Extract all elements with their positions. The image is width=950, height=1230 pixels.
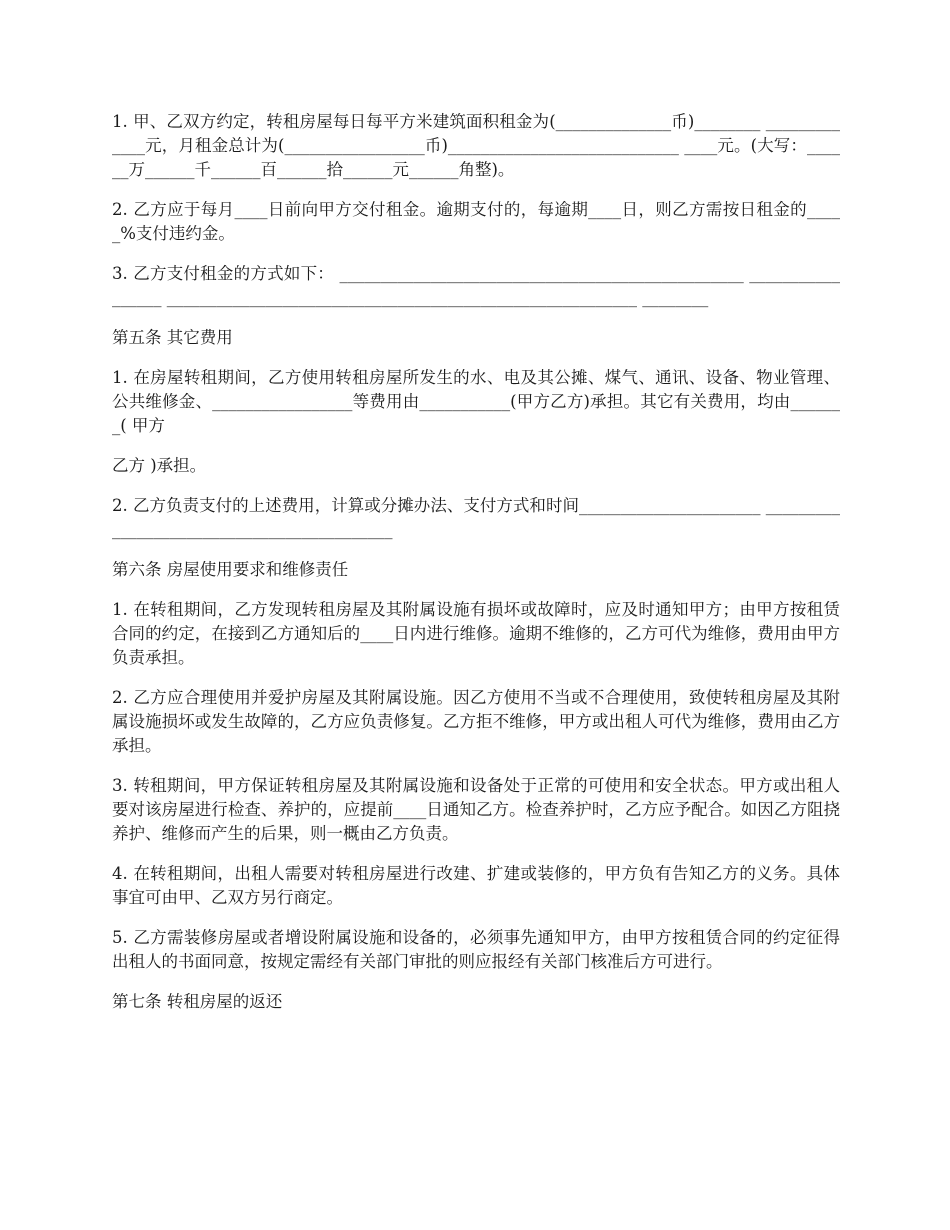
section-heading-other-fees: 第五条 其它费用 bbox=[112, 328, 233, 347]
clause-safety-inspection: 3. 转租期间，甲方保证转租房屋及其附属设施和设备处于正常的可使用和安全状态。甲方或出租人要对该房屋进行检查、养护的，应提前____日通知乙方。检查养护时，乙方应予配合。如因乙方阻挠养护、维修而产生的后果，则一概由乙方负责。 bbox=[112, 776, 840, 843]
clause-rent-due-date: 2. 乙方应于每月____日前向甲方交付租金。逾期支付的，每逾期____日，则乙方需按日租金的_____%支付违约金。 bbox=[112, 200, 840, 243]
section-heading-return-premises: 第七条 转租房屋的返还 bbox=[112, 992, 283, 1011]
section-heading-usage-maintenance: 第六条 房屋使用要求和维修责任 bbox=[112, 560, 349, 579]
document-page bbox=[112, 110, 840, 1030]
clause-fee-calculation: 2. 乙方负责支付的上述费用，计算或分摊办法、支付方式和时间______________________ ___________________________________________ bbox=[112, 496, 840, 539]
clause-payment-method: 3. 乙方支付租金的方式如下： _________________________________________________ _________________ _________________________________________________________ ________ bbox=[112, 264, 840, 307]
clause-utility-fees: 1. 在房屋转租期间，乙方使用转租房屋所发生的水、电及其公摊、煤气、通讯、设备、物业管理、公共维修金、_________________等费用由___________(甲方乙方)承担。其它有关费用，均由_______( 甲方 bbox=[112, 368, 840, 435]
clause-decoration-approval: 5. 乙方需装修房屋或者增设附属设施和设备的，必须事先通知甲方，由甲方按租赁合同的约定征得出租人的书面同意，按规定需经有关部门审批的则应报经有关部门核准后方可进行。 bbox=[112, 928, 840, 971]
clause-proper-use: 2. 乙方应合理使用并爱护房屋及其附属设施。因乙方使用不当或不合理使用，致使转租房屋及其附属设施损坏或发生故障的，乙方应负责修复。乙方拒不维修，甲方或出租人可代为维修，费用由乙方承担。 bbox=[112, 688, 840, 755]
clause-repair-notification: 1. 在转租期间，乙方发现转租房屋及其附属设施有损坏或故障时，应及时通知甲方；由甲方按租赁合同的约定，在接到乙方通知后的____日内进行维修。逾期不维修的，乙方可代为维修，费用由甲方负责承担。 bbox=[112, 600, 840, 667]
clause-rent-rate: 1. 甲、乙双方约定，转租房屋每日每平方米建筑面积租金为(______________币)________ _____________元，月租金总计为(_________________币)____________________________ ____元。(大写：______万______千______百______拾______元______角整)。 bbox=[112, 112, 840, 179]
clause-renovation-notice: 4. 在转租期间，出租人需要对转租房屋进行改建、扩建或装修的，甲方负有告知乙方的义务。具体事宜可由甲、乙双方另行商定。 bbox=[112, 864, 840, 907]
clause-utility-fees-continued: 乙方 )承担。 bbox=[112, 456, 207, 475]
